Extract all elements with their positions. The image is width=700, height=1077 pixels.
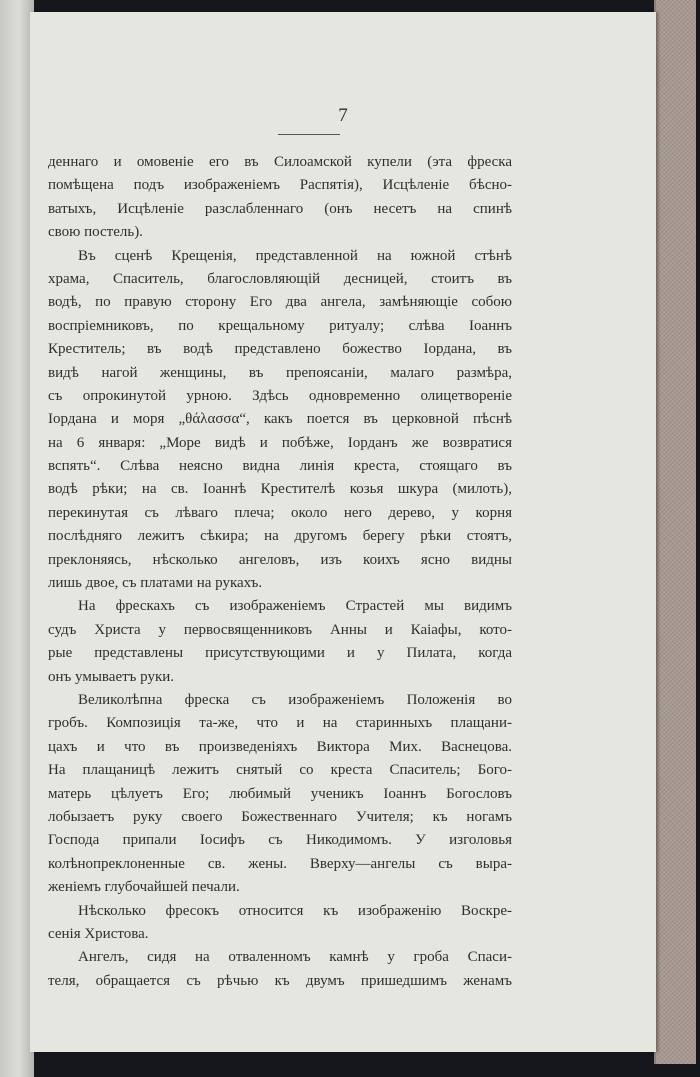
text-line: воспріемниковъ, по крещальному ритуалу; слѣва Іоаннъ	[48, 317, 512, 334]
text-line: перекинутая съ лѣваго плеча; около него дерево, у корня	[48, 504, 512, 521]
text-line: судъ Христа у первосвященниковъ Анны и Каіафы, кото-	[48, 621, 512, 638]
text-line: Въ сценѣ Крещенія, представленной на южной стѣнѣ	[78, 247, 512, 264]
text-line: лишь двое, съ платами на рукахъ.	[48, 575, 263, 592]
text-line: преклоняясь, нѣсколько ангеловъ, изъ коихъ ясно видны	[48, 551, 512, 568]
text-line: деннаго и омовеніе его въ Силоамской купели (эта фреска	[48, 154, 512, 170]
text-line: послѣдняго лежитъ сѣкира; на другомъ берегу рѣки стоятъ,	[48, 528, 512, 545]
text-line: видѣ нагой женщины, въ препоясаніи, малаго размѣра,	[48, 364, 512, 381]
background-left	[0, 0, 34, 1077]
text-line: Господа припали Іосифъ съ Никодимомъ. У изголовья	[48, 832, 512, 849]
text-line: цахъ и что въ произведеніяхъ Виктора Мих. Васнецова.	[48, 738, 512, 755]
body-text	[48, 151, 512, 993]
text-line: Великолѣпна фреска съ изображеніемъ Положенія во	[78, 691, 512, 708]
text-line: На плащаницѣ лежитъ снятый со креста Спаситель; Бого-	[48, 762, 512, 779]
text-line: На фрескахъ съ изображеніемъ Страстей мы видимъ	[78, 598, 512, 615]
text-line: женіемъ глубочайшей печали.	[48, 879, 240, 896]
text-line: вспять“. Слѣва неясно видна линія креста, стоящаго въ	[48, 458, 512, 475]
text-line: Ангелъ, сидя на отваленномъ камнѣ у гроба Спаси-	[78, 949, 512, 966]
text-line: лобызаетъ руку своего Божественнаго Учителя; къ ногамъ	[48, 808, 512, 825]
book-page	[30, 12, 656, 1052]
text-line: Креститель; въ водѣ представлено божество Іордана, въ	[48, 341, 512, 358]
text-line: помѣщена подъ изображеніемъ Распятія), Исцѣленіе бѣсно-	[48, 177, 512, 194]
text-line: водѣ рѣки; на св. Іоаннѣ Крестителѣ козья шкура (милоть),	[48, 481, 512, 498]
text-line: съ опрокинутой урною. Здѣсь одновременно олицетвореніе	[48, 387, 512, 404]
text-line: теля, обращается съ рѣчью къ двумъ пришедшимъ женамъ	[48, 972, 512, 989]
text-line: на 6 января: „Море видѣ и побѣже, Іорданъ же возвратися	[48, 434, 512, 451]
text-line: Нѣсколько фресокъ относится къ изображенію Воскре-	[78, 902, 512, 919]
text-line: храма, Спаситель, благословляющій десницей, стоитъ въ	[48, 270, 512, 287]
text-line: колѣнопреклоненные св. жены. Вверху—ангелы съ выра-	[48, 855, 512, 872]
text-line: матерь цѣлуетъ Его; любимый ученикъ Іоаннъ Богословъ	[48, 785, 512, 802]
text-line: ватыхъ, Исцѣленіе разслабленнаго (онъ несетъ на спинѣ	[48, 200, 512, 217]
text-line: сенія Христова.	[48, 925, 149, 942]
text-line: онъ умываетъ руки.	[48, 668, 175, 685]
text-line: Іордана и моря „θάλασσα“, какъ поется въ церковной пѣснѣ	[48, 411, 512, 428]
text-line: водѣ, по правую сторону Его два ангела, замѣняющіе собою	[48, 294, 512, 311]
book-cover-edge	[654, 0, 696, 1064]
text-line: свою постель).	[48, 224, 143, 241]
page-number: 7	[338, 105, 348, 126]
text-line: рые представлены присутствующими и у Пилата, когда	[48, 645, 512, 662]
text-line: гробъ. Композиція та-же, что и на старинныхъ плащани-	[48, 715, 512, 732]
page-number-rule	[278, 134, 340, 135]
